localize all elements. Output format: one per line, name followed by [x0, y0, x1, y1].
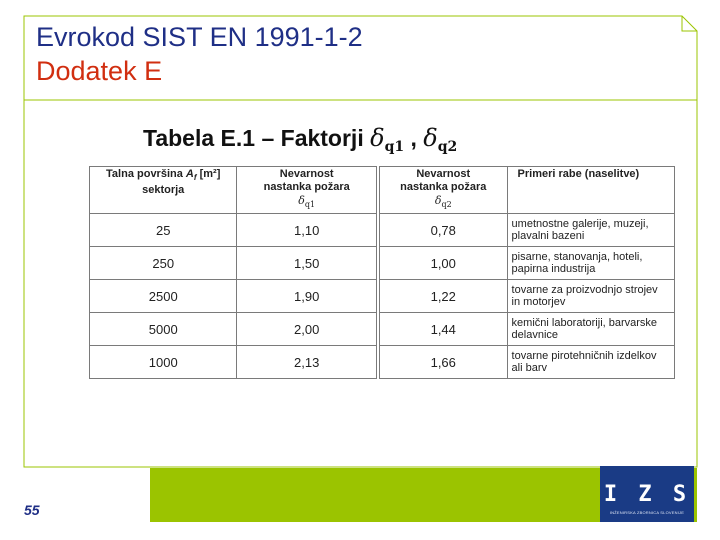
cell-uses: tovarne pirotehničnih izdelkov ali barv: [507, 346, 674, 379]
header-area: Talna površina $A_f$ [m²] sektorja: [90, 167, 237, 214]
cell-uses: tovarne za proizvodnjo strojev in motorjev: [507, 280, 674, 313]
cell-uses: pisarne, stanovanja, hoteli, papirna industrija: [507, 247, 674, 280]
cell-area: 25: [90, 214, 237, 247]
cell-dq2: 1,66: [379, 346, 507, 379]
cell-area: 5000: [90, 313, 237, 346]
cell-dq2: 1,22: [379, 280, 507, 313]
cell-dq1: 2,00: [237, 313, 377, 346]
factors-table: [89, 166, 675, 379]
cell-dq2: 1,44: [379, 313, 507, 346]
logo-text: I Z S: [603, 482, 691, 507]
cell-dq1: 2,13: [237, 346, 377, 379]
table-row: [90, 313, 675, 346]
logo-subtext: INŽENIRSKA ZBORNICA SLOVENIJE: [609, 510, 685, 515]
cell-uses: kemični laboratoriji, barvarske delavnice: [507, 313, 674, 346]
cell-area: 2500: [90, 280, 237, 313]
cell-dq1: 1,90: [237, 280, 377, 313]
heading-separator: ,: [410, 125, 417, 151]
delta-q2-symbol: $\delta_{q2}$: [423, 124, 458, 155]
cell-dq2: 1,00: [379, 247, 507, 280]
cell-area: 1000: [90, 346, 237, 379]
cell-dq1: 1,50: [237, 247, 377, 280]
slide-subtitle: Dodatek E: [36, 56, 163, 86]
page-number: 55: [24, 502, 40, 518]
table-header-row: [90, 167, 675, 214]
cell-dq1: 1,10: [237, 214, 377, 247]
table-row: [90, 214, 675, 247]
table-heading: [143, 124, 457, 155]
table-row: [90, 280, 675, 313]
table-row: [90, 247, 675, 280]
header-uses: Primeri rabe (naselitve): [507, 167, 674, 214]
header-danger-q2: Nevarnost nastanka požara $\delta_{q2}$: [379, 167, 507, 214]
izs-logo: [600, 466, 694, 522]
cell-uses: umetnostne galerije, muzeji, plavalni bazeni: [507, 214, 674, 247]
table-row: [90, 346, 675, 379]
table-heading-text: Tabela E.1 – Faktorji: [143, 125, 364, 151]
cell-area: 250: [90, 247, 237, 280]
delta-q1-symbol: $\delta_{q1}$: [370, 124, 405, 155]
header-danger-q1: Nevarnost nastanka požara $\delta_{q1}$: [237, 167, 377, 214]
slide-title: Evrokod SIST EN 1991-1-2: [36, 22, 363, 52]
cell-dq2: 0,78: [379, 214, 507, 247]
